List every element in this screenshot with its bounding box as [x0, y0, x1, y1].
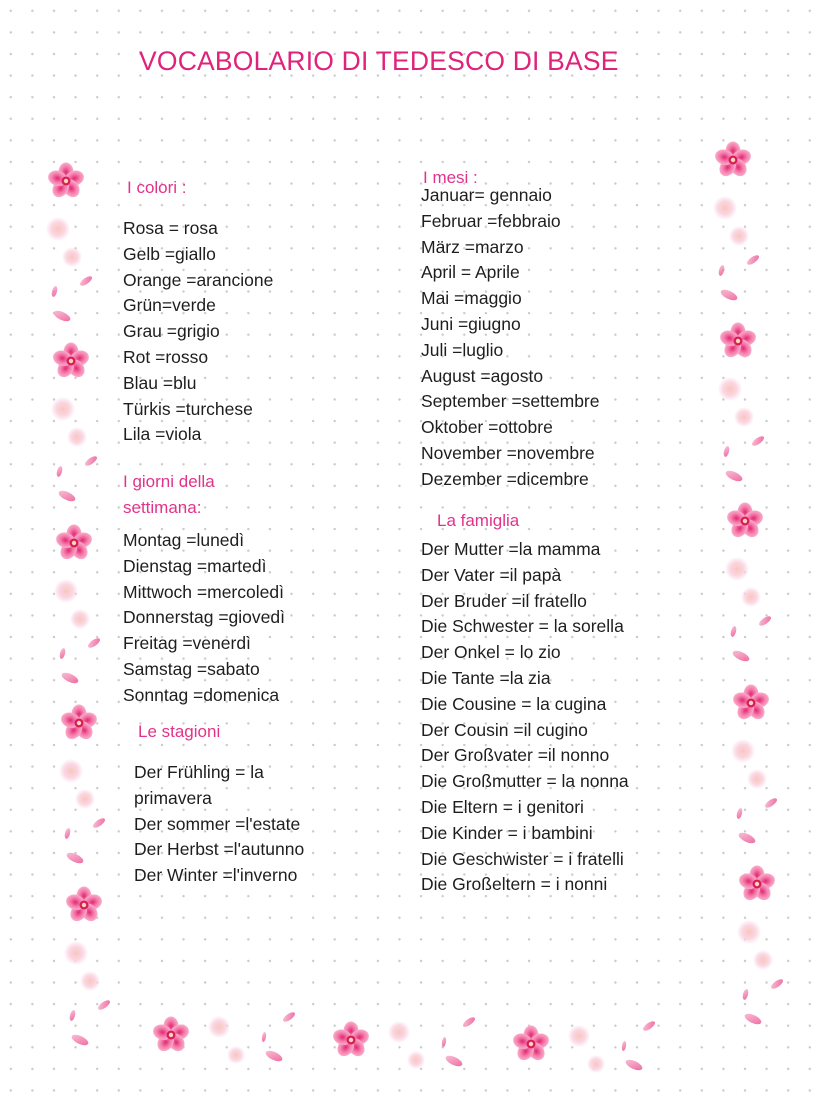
cherry-blossom-icon: [509, 1022, 553, 1066]
petal-icon: [462, 1016, 477, 1029]
blurred-blossom-icon: [59, 759, 83, 783]
petal-icon: [97, 999, 112, 1012]
petal-icon: [70, 1033, 90, 1048]
cherry-blossom-icon: [57, 701, 101, 745]
petal-icon: [717, 264, 725, 276]
petal-icon: [722, 445, 730, 457]
list-item: Dezember =dicembre: [421, 468, 589, 489]
petal-icon: [764, 797, 779, 810]
blurred-blossom-icon: [388, 1021, 410, 1043]
blurred-blossom-icon: [741, 587, 761, 607]
petal-icon: [751, 435, 766, 448]
list-item: Mittwoch =mercoledì: [123, 581, 284, 602]
heading-famiglia: La famiglia: [437, 511, 520, 530]
list-item: Lila =viola: [123, 424, 202, 445]
list-item: Der Bruder =il fratello: [421, 590, 587, 611]
blurred-blossom-icon: [208, 1016, 230, 1038]
list-item: Der Cousin =il cugino: [421, 719, 588, 740]
list-item: Dienstag =martedì: [123, 555, 267, 576]
list-item: Der Großvater =il nonno: [421, 745, 610, 766]
heading-colori: I colori :: [127, 178, 187, 197]
blurred-blossom-icon: [46, 217, 70, 241]
petal-icon: [264, 1049, 284, 1064]
list-item: Die Großeltern = i nonni: [421, 874, 608, 895]
petal-icon: [87, 637, 102, 650]
blurred-blossom-icon: [51, 397, 75, 421]
blurred-blossom-icon: [80, 971, 100, 991]
list-item: November =novembre: [421, 442, 595, 463]
cherry-blossom-icon: [62, 883, 106, 927]
list-item: Der Frühling = la: [134, 762, 264, 782]
petal-icon: [50, 285, 58, 297]
heading-giorni-line2: settimana:: [123, 498, 202, 517]
petal-icon: [770, 978, 785, 991]
blurred-blossom-icon: [747, 769, 767, 789]
list-item: Die Schwester = la sorella: [421, 616, 624, 637]
cherry-blossom-icon: [735, 862, 779, 906]
cherry-blossom-icon: [716, 319, 760, 363]
petal-icon: [60, 671, 80, 686]
list-item: Die Eltern = i genitori: [421, 796, 584, 817]
cherry-blossom-icon: [44, 159, 88, 203]
list-item: Januar= gennaio: [421, 185, 552, 205]
heading-mesi: I mesi :: [423, 168, 478, 187]
blurred-blossom-icon: [713, 196, 737, 220]
petal-icon: [735, 807, 743, 819]
petal-icon: [746, 254, 761, 267]
list-item: Der Onkel = lo zio: [421, 642, 561, 663]
list-item: März =marzo: [421, 236, 524, 257]
petal-icon: [758, 615, 773, 628]
heading-giorni-line1: I giorni della: [123, 472, 215, 491]
list-item: April = Aprile: [421, 262, 520, 283]
list-item: Der Vater =il papà: [421, 564, 562, 585]
list-item: Gelb =giallo: [123, 243, 216, 264]
list-item: Der Winter =l'inverno: [134, 865, 298, 886]
blurred-blossom-icon: [70, 609, 90, 629]
list-item: Der sommer =l'estate: [134, 813, 301, 834]
list-colori: [123, 216, 273, 448]
petal-icon: [92, 817, 107, 830]
petal-icon: [63, 827, 71, 839]
blurred-blossom-icon: [729, 226, 749, 246]
blurred-blossom-icon: [54, 579, 78, 603]
petal-icon: [441, 1037, 447, 1048]
list-item: Orange =arancione: [123, 269, 274, 290]
list-famiglia: [421, 537, 629, 898]
petal-icon: [621, 1041, 627, 1052]
petal-icon: [58, 647, 66, 659]
cherry-blossom-icon: [329, 1018, 373, 1062]
list-item: Der Herbst =l'autunno: [134, 839, 305, 860]
blurred-blossom-icon: [725, 557, 749, 581]
list-item: Montag =lunedì: [123, 530, 245, 550]
petal-icon: [624, 1058, 644, 1073]
list-item: September =settembre: [421, 391, 600, 412]
list-stagioni: [134, 760, 304, 889]
blurred-blossom-icon: [753, 950, 773, 970]
blurred-blossom-icon: [62, 247, 82, 267]
petal-icon: [729, 625, 737, 637]
petal-icon: [79, 275, 94, 288]
cherry-blossom-icon: [49, 339, 93, 383]
list-item: Oktober =ottobre: [421, 417, 553, 438]
petal-icon: [57, 489, 77, 504]
list-item: Februar =febbraio: [421, 210, 561, 231]
blurred-blossom-icon: [227, 1046, 245, 1064]
list-item: August =agosto: [421, 365, 544, 386]
list-item: Mai =maggio: [421, 288, 522, 309]
list-item: Die Tante =la zia: [421, 667, 551, 688]
blurred-blossom-icon: [587, 1055, 605, 1073]
blurred-blossom-icon: [737, 920, 761, 944]
petal-icon: [724, 469, 744, 484]
cherry-blossom-icon: [149, 1013, 193, 1057]
list-item: Die Cousine = la cugina: [421, 693, 607, 714]
list-mesi: [421, 183, 600, 493]
petal-icon: [743, 1012, 763, 1027]
petal-icon: [282, 1011, 297, 1024]
cherry-blossom-icon: [52, 521, 96, 565]
list-item: Die Großmutter = la nonna: [421, 771, 629, 792]
petal-icon: [261, 1032, 267, 1043]
blurred-blossom-icon: [67, 427, 87, 447]
petal-icon: [731, 649, 751, 664]
petal-icon: [65, 851, 85, 866]
petal-icon: [719, 288, 739, 303]
list-item: Rosa = rosa: [123, 218, 218, 238]
list-item: Blau =blu: [123, 372, 197, 393]
cherry-blossom-icon: [729, 681, 773, 725]
list-item: Freitag =venerdì: [123, 633, 251, 654]
list-item: Samstag =sabato: [123, 658, 260, 679]
list-item: Juli =luglio: [421, 339, 504, 360]
blurred-blossom-icon: [734, 407, 754, 427]
petal-icon: [741, 988, 749, 1000]
list-item: Juni =giugno: [421, 313, 521, 334]
list-item: Die Kinder = i bambini: [421, 822, 593, 843]
list-giorni: [123, 528, 285, 709]
list-item: Grün=verde: [123, 295, 216, 316]
cherry-blossom-icon: [711, 138, 755, 182]
page-title: VOCABOLARIO DI TEDESCO DI BASE: [139, 46, 619, 76]
blurred-blossom-icon: [731, 739, 755, 763]
list-item: Rot =rosso: [123, 346, 209, 367]
blurred-blossom-icon: [75, 789, 95, 809]
petal-icon: [444, 1054, 464, 1069]
list-item: Donnerstag =giovedì: [123, 607, 285, 628]
blurred-blossom-icon: [718, 377, 742, 401]
heading-stagioni: Le stagioni: [138, 722, 221, 741]
petal-icon: [737, 831, 757, 846]
blurred-blossom-icon: [407, 1051, 425, 1069]
list-item: primavera: [134, 787, 212, 808]
cherry-blossom-icon: [723, 499, 767, 543]
petal-icon: [52, 309, 72, 324]
blurred-blossom-icon: [64, 941, 88, 965]
list-item: Türkis =turchese: [123, 398, 253, 419]
petal-icon: [642, 1020, 657, 1033]
petal-icon: [84, 455, 99, 468]
petal-icon: [55, 465, 63, 477]
blurred-blossom-icon: [568, 1025, 590, 1047]
list-item: Der Mutter =la mamma: [421, 539, 601, 559]
list-item: Grau =grigio: [123, 321, 220, 342]
list-item: Sonntag =domenica: [123, 684, 280, 705]
petal-icon: [68, 1009, 76, 1021]
list-item: Die Geschwister = i fratelli: [421, 848, 624, 869]
heading-giorni: [123, 469, 215, 521]
